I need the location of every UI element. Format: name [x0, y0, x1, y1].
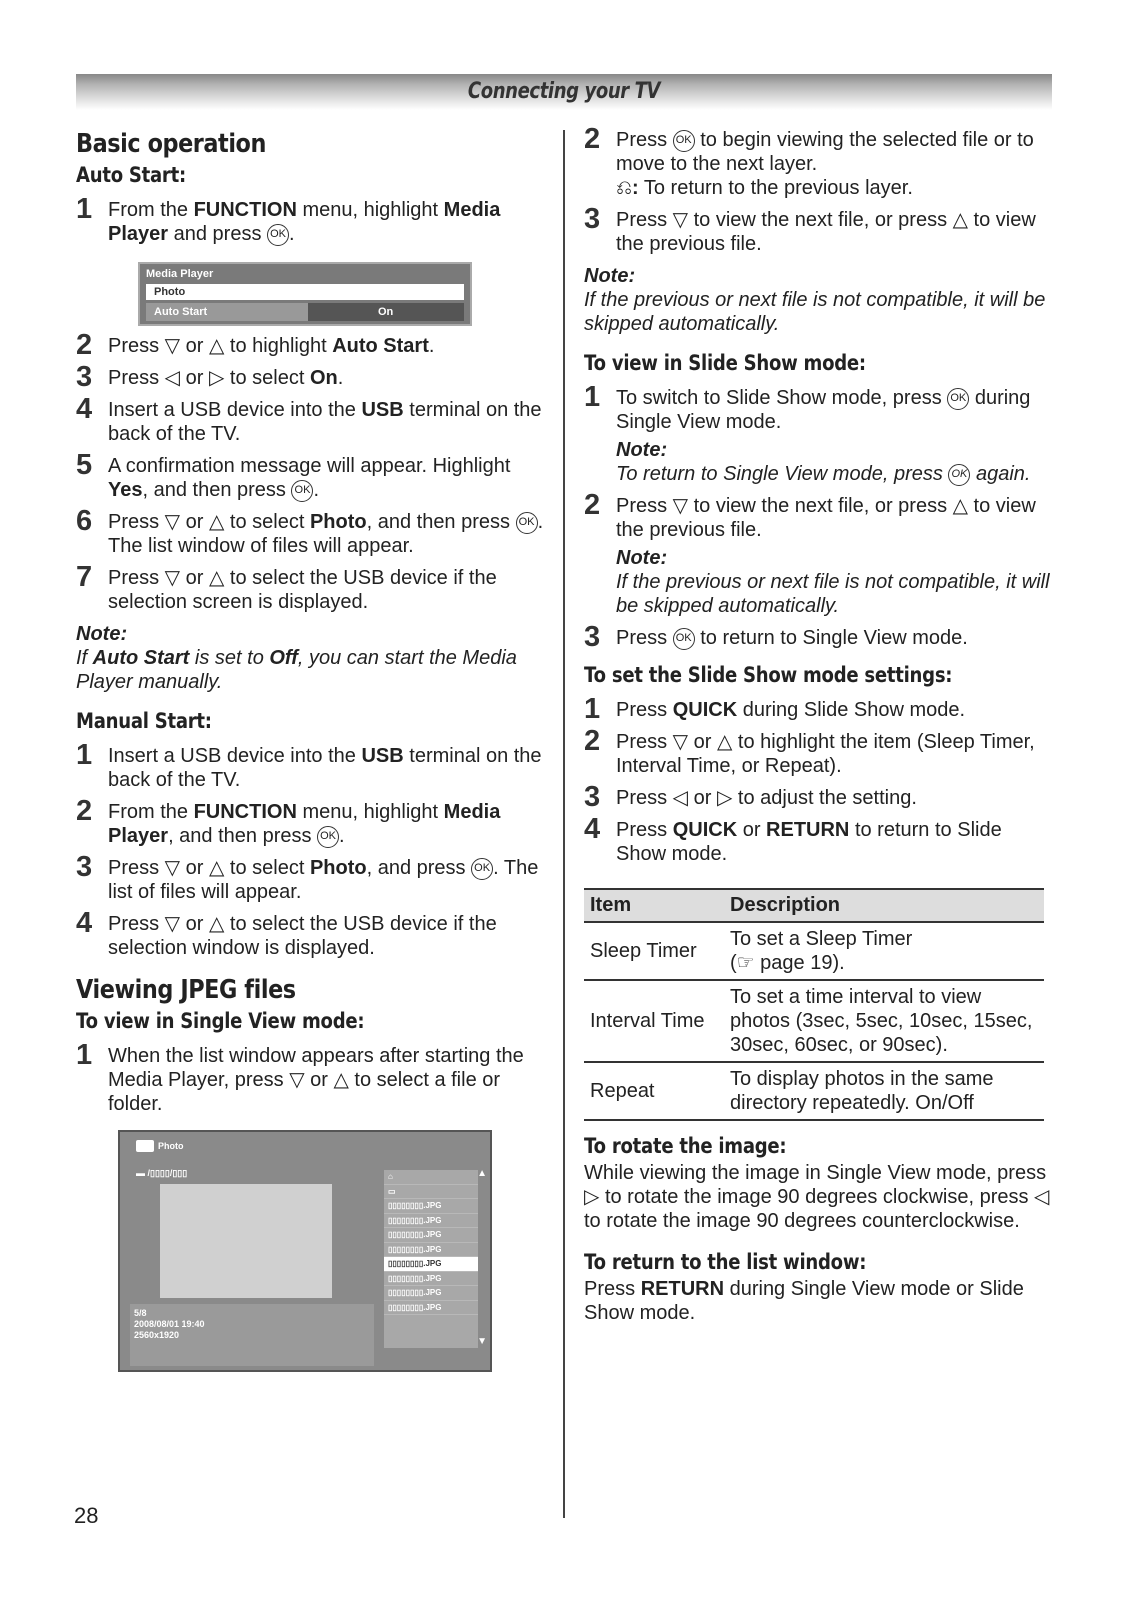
step-number: 4: [584, 813, 601, 845]
ok-button-icon: OK: [267, 224, 289, 246]
step-text: Press QUICK or RETURN to return to Slide Show mode.: [616, 819, 1002, 865]
step-text: Press OK to begin viewing the selected file or to move to the next layer. ⎌: To return to the previous layer.: [616, 129, 1034, 199]
settings-table: [584, 888, 1044, 1121]
table-cell-item: Interval Time: [584, 980, 724, 1062]
step-number: 2: [584, 123, 601, 155]
folder-icon: ▭: [384, 1185, 478, 1200]
slide-show-steps: [584, 381, 1054, 653]
photo-preview: [160, 1184, 332, 1298]
note-body: To return to Single View mode, press OK again.: [616, 463, 1031, 485]
heading-slide-show-settings: To set the Slide Show mode settings:: [584, 663, 953, 687]
step-number: 3: [584, 781, 601, 813]
heading-manual-start: Manual Start:: [76, 709, 212, 733]
step-item: [584, 813, 1054, 866]
step-item: [76, 193, 546, 246]
step-number: 3: [76, 851, 93, 883]
step-item: [584, 203, 1054, 256]
step-number: 2: [584, 489, 601, 521]
step-number: 7: [76, 561, 93, 593]
scroll-down-icon: ▼: [477, 1336, 487, 1347]
ok-button-icon: OK: [673, 130, 695, 152]
step-item: [76, 329, 546, 361]
section-title-basic-operation: Basic operation: [76, 129, 266, 159]
step-item: [76, 361, 546, 393]
step-number: 1: [584, 381, 601, 413]
step-number: 1: [584, 693, 601, 725]
step-text: From the FUNCTION menu, highlight Media Player and press OK .: [108, 199, 501, 245]
ok-button-icon: OK: [516, 512, 538, 534]
note-body: If Auto Start is set to Off, you can start the Media Player manually.: [76, 647, 517, 693]
step-text: Insert a USB device into the USB terminal on the back of the TV.: [108, 399, 542, 445]
file-list-item[interactable]: ▯▯▯▯▯▯▯▯.JPG: [384, 1214, 478, 1229]
media-player-menu-screenshot: [138, 262, 472, 326]
file-list-item[interactable]: ▯▯▯▯▯▯▯▯.JPG: [384, 1301, 478, 1316]
note-title: Note:: [616, 547, 668, 569]
step-item: [76, 393, 546, 446]
step-item: [584, 489, 1054, 618]
step-item: [76, 449, 546, 502]
scroll-up-icon: ▲: [477, 1168, 487, 1179]
header-item: Item: [584, 889, 724, 922]
step-item: [584, 693, 1054, 725]
photo-info: 5/8 2008/08/01 19:40 2560x1920: [130, 1304, 374, 1366]
section-title-viewing-jpeg: Viewing JPEG files: [76, 975, 296, 1005]
file-list-item[interactable]: ▯▯▯▯▯▯▯▯.JPG: [384, 1272, 478, 1287]
page-number: 28: [74, 1503, 99, 1528]
table-cell-description: To display photos in the same directory repeatedly. On/Off: [724, 1062, 1044, 1120]
auto-start-label: Auto Start: [146, 303, 308, 321]
step-item: [76, 907, 546, 960]
auto-start-steps-a: [76, 193, 546, 246]
note-body: If the previous or next file is not compatible, it will be skipped automatically.: [584, 289, 1046, 335]
step-item: [76, 561, 546, 614]
step-item: [76, 505, 546, 558]
step-text: Press ▽ or △ to highlight the item (Sleep Timer, Interval Time, or Repeat).: [616, 731, 1035, 777]
heading-rotate: To rotate the image:: [584, 1134, 787, 1158]
photo-list-screenshot: [118, 1130, 492, 1372]
table-row: [584, 980, 1044, 1062]
step-item: [584, 781, 1054, 813]
rotate-text: While viewing the image in Single View mode, press ▷ to rotate the image 90 degrees clockwise, press ◁ to rotate the image 90 degrees counterclockwise.: [584, 1162, 1050, 1232]
heading-slide-show: To view in Slide Show mode:: [584, 351, 866, 375]
page-header: [76, 74, 1052, 110]
ok-button-icon: OK: [947, 388, 969, 410]
step-number: 2: [76, 795, 93, 827]
folder-path: ▬ /▯▯▯▯/▯▯▯: [136, 1168, 188, 1178]
step-text: To switch to Slide Show mode, press OK during Single View mode.: [616, 387, 1031, 433]
table-cell-item: Repeat: [584, 1062, 724, 1120]
manual-start-steps: [76, 739, 546, 960]
step-text: Insert a USB device into the USB terminal on the back of the TV.: [108, 745, 542, 791]
step-item: [76, 1039, 546, 1116]
step-item: [76, 795, 546, 848]
ok-button-icon: OK: [673, 628, 695, 650]
heading-return-list: To return to the list window:: [584, 1250, 867, 1274]
header-description: Description: [724, 889, 1044, 922]
step-text: Press ▽ or △ to select Photo, and press OK . The list of files will appear.: [108, 857, 539, 903]
camera-icon: [136, 1140, 154, 1152]
return-text: Press RETURN during Single View mode or Slide Show mode.: [584, 1278, 1024, 1324]
step-item: [584, 123, 1054, 200]
column-divider: [563, 130, 565, 1518]
table-cell-description: To set a Sleep Timer (☞ page 19).: [724, 922, 1044, 980]
file-list-item[interactable]: ▯▯▯▯▯▯▯▯.JPG: [384, 1199, 478, 1214]
table-row: [584, 922, 1044, 980]
ok-button-icon: OK: [948, 464, 970, 486]
step-number: 5: [76, 449, 93, 481]
step-text: Press ▽ to view the next file, or press △ to view the previous file.: [616, 209, 1036, 255]
heading-single-view: To view in Single View mode:: [76, 1009, 365, 1033]
auto-start-value: On: [308, 303, 464, 321]
table-row: [584, 1062, 1044, 1120]
step-text: Press ◁ or ▷ to adjust the setting.: [616, 787, 917, 809]
step-item: [584, 621, 1054, 653]
file-list-item[interactable]: ▯▯▯▯▯▯▯▯.JPG: [384, 1228, 478, 1243]
step-number: 4: [76, 907, 93, 939]
step-text: When the list window appears after starting the Media Player, press ▽ or △ to select a file or folder.: [108, 1045, 524, 1115]
step-text: From the FUNCTION menu, highlight Media Player, and then press OK .: [108, 801, 501, 847]
heading-auto-start: Auto Start:: [76, 163, 186, 187]
menu-row-auto-start: [146, 303, 464, 321]
step-number: 4: [76, 393, 93, 425]
settings-steps: [584, 693, 1054, 866]
note-title: Note:: [616, 439, 668, 461]
step-number: 2: [76, 329, 93, 361]
note-title: Note:: [584, 265, 636, 287]
step-text: Press ▽ or △ to highlight Auto Start.: [108, 335, 435, 357]
table-cell-item: Sleep Timer: [584, 922, 724, 980]
step-item: [584, 725, 1054, 778]
step-number: 6: [76, 505, 93, 537]
step-text: Press QUICK during Slide Show mode.: [616, 699, 966, 721]
step-text: Press ▽ or △ to select Photo, and then press OK . The list window of files will appear.: [108, 511, 544, 557]
step-number: 1: [76, 1039, 93, 1071]
right-column: [584, 123, 1054, 1325]
menu-row-photo: Photo: [146, 284, 464, 300]
file-list-item[interactable]: ▯▯▯▯▯▯▯▯.JPG: [384, 1257, 478, 1272]
note-body: If the previous or next file is not compatible, it will be skipped automatically.: [616, 571, 1050, 617]
table-header-row: [584, 889, 1044, 922]
step-item: [584, 381, 1054, 486]
ok-button-icon: OK: [471, 858, 493, 880]
step-text: Press OK to return to Single View mode.: [616, 627, 968, 649]
step-number: 1: [76, 193, 93, 225]
step-number: 3: [76, 361, 93, 393]
single-view-steps-cont: [584, 123, 1054, 256]
photo-screen-title: Photo: [136, 1140, 184, 1152]
ok-button-icon: OK: [317, 826, 339, 848]
file-list-item[interactable]: ▯▯▯▯▯▯▯▯.JPG: [384, 1286, 478, 1301]
step-text: Press ▽ to view the next file, or press △ to view the previous file.: [616, 495, 1036, 541]
file-list-item[interactable]: ▯▯▯▯▯▯▯▯.JPG: [384, 1243, 478, 1258]
step-text: A confirmation message will appear. Highlight Yes, and then press OK .: [108, 455, 511, 501]
menu-title: Media Player: [146, 268, 214, 280]
step-number: 3: [584, 621, 601, 653]
step-item: [76, 851, 546, 904]
step-text: Press ◁ or ▷ to select On.: [108, 367, 344, 389]
auto-start-steps-b: [76, 329, 546, 614]
file-list: [384, 1170, 478, 1348]
left-column: [76, 128, 546, 1372]
step-item: [76, 739, 546, 792]
table-cell-description: To set a time interval to view photos (3sec, 5sec, 10sec, 15sec, 30sec, 60sec, or 90sec).: [724, 980, 1044, 1062]
step-text: Press ▽ or △ to select the USB device if the selection screen is displayed.: [108, 567, 497, 613]
folder-icon: ▬: [136, 1168, 148, 1178]
step-number: 2: [584, 725, 601, 757]
step-text: Press ▽ or △ to select the USB device if the selection window is displayed.: [108, 913, 497, 959]
ok-button-icon: OK: [291, 480, 313, 502]
step-number: 1: [76, 739, 93, 771]
header-title: Connecting your TV: [467, 79, 661, 104]
single-view-steps: [76, 1039, 546, 1116]
note-title: Note:: [76, 623, 128, 645]
up-folder-icon: ⌂: [384, 1170, 478, 1185]
step-number: 3: [584, 203, 601, 235]
